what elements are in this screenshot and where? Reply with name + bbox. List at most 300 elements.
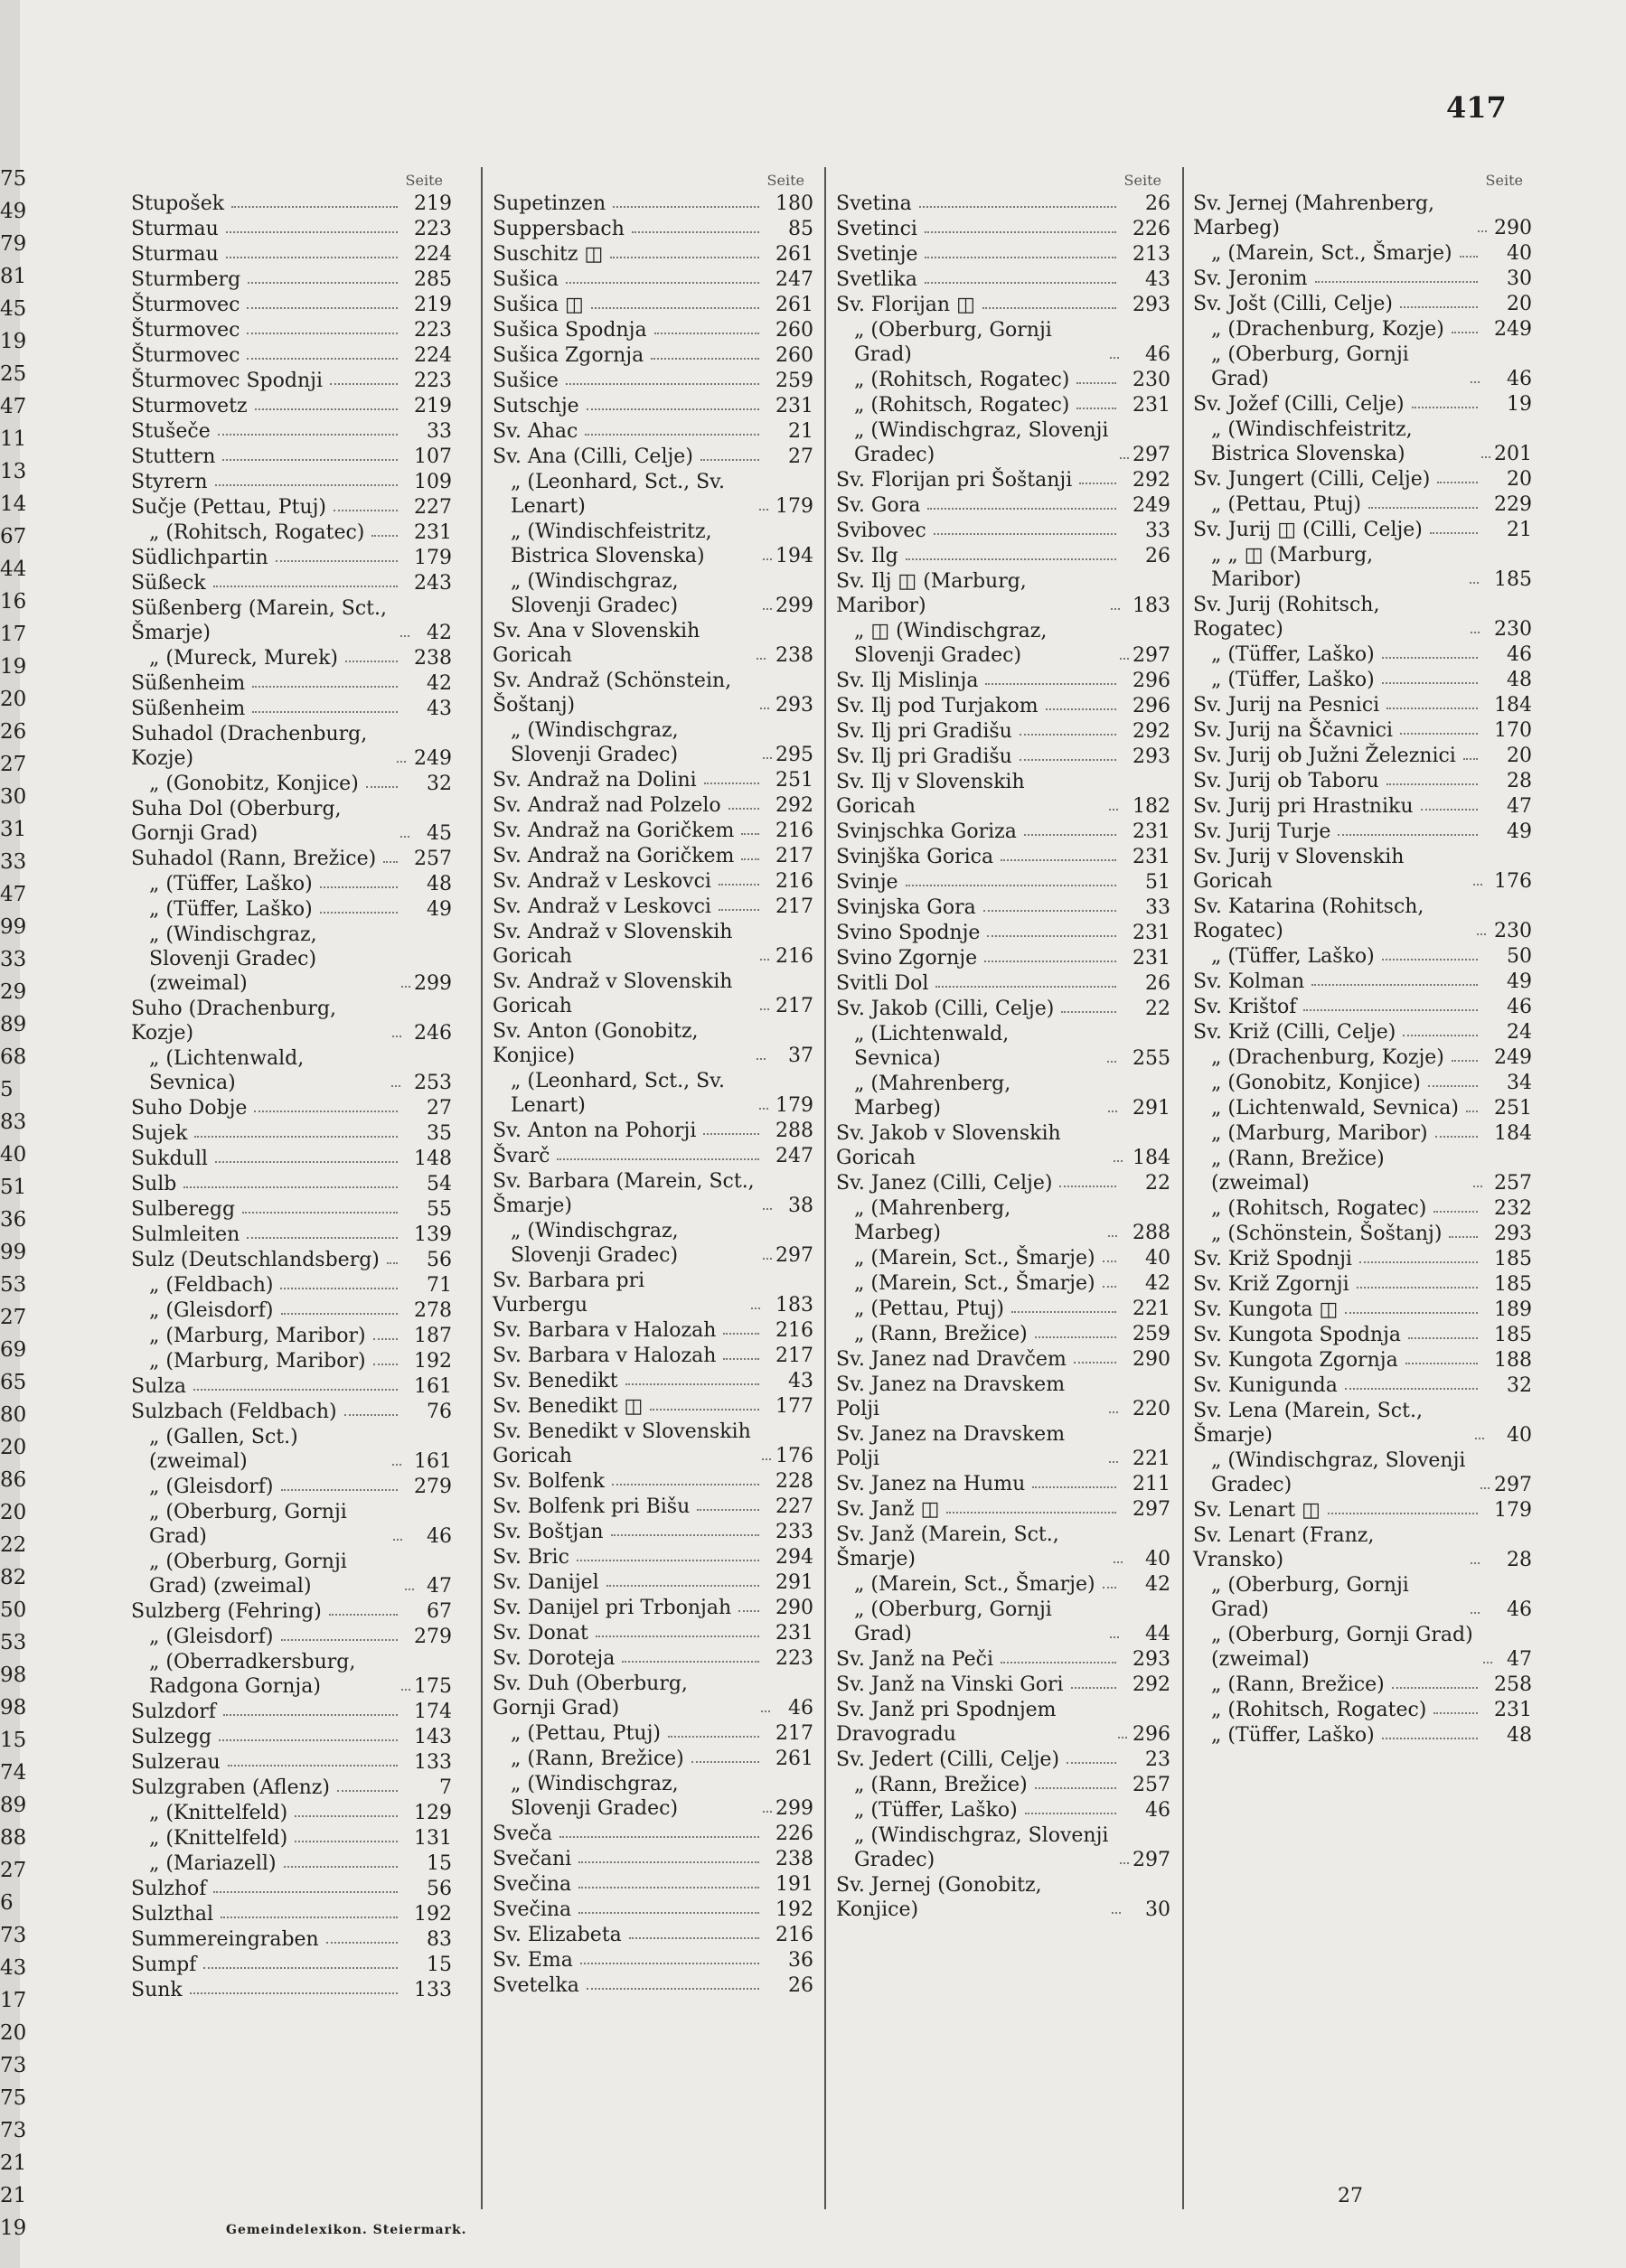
leader-dots [982, 307, 1116, 309]
index-entry [131, 318, 452, 342]
leader-dots [242, 1212, 398, 1214]
index-entry [131, 1877, 452, 1901]
index-entry [836, 669, 1170, 693]
entry-page: 56 [427, 1878, 452, 1900]
edge-number: 86 [0, 1468, 27, 1492]
leader-dots [190, 1992, 398, 1994]
entry-name: Sutschje [493, 395, 579, 417]
index-entry [836, 997, 1170, 1021]
leader-dots [221, 1917, 398, 1918]
index-entry [493, 1069, 813, 1118]
leader-dots [345, 661, 398, 662]
edge-number: 19 [0, 655, 27, 679]
entry-name: Suppersbach [493, 218, 625, 240]
index-entry [131, 847, 452, 871]
index-entry [131, 1223, 452, 1247]
entry-name: Svitli Dol [836, 972, 929, 995]
index-entry [1193, 794, 1532, 819]
entry-name: „ (Windischgraz, Slovenji Gradec) [511, 1773, 685, 1820]
index-entry [131, 394, 452, 418]
leader-dots [255, 408, 398, 410]
leader-dots [247, 358, 398, 360]
index-entry [1193, 292, 1532, 316]
index-column-1 [131, 172, 452, 2003]
leader-dots [1338, 834, 1478, 836]
leader-dots [1109, 809, 1118, 811]
index-entry [836, 1271, 1170, 1296]
entry-name: Sv. Ana v Slovenskih Goricah [493, 620, 707, 667]
edge-number: 68 [0, 1045, 27, 1069]
edge-number: 83 [0, 1111, 27, 1134]
entry-name: Sv. Ilj pri Gradišu [836, 745, 1012, 768]
entry-page: 30 [1507, 267, 1532, 290]
leader-dots [228, 1765, 398, 1767]
edge-number: 22 [0, 1533, 27, 1557]
entry-page: 288 [1133, 1222, 1170, 1244]
index-entry [836, 1171, 1170, 1195]
index-entry [131, 697, 452, 721]
entry-page: 229 [1494, 493, 1532, 516]
entry-page: 109 [414, 471, 452, 493]
index-entry [836, 895, 1170, 920]
leader-dots [1103, 1261, 1116, 1262]
edge-number: 15 [0, 1729, 27, 1752]
leader-dots [1071, 1687, 1116, 1689]
entry-page: 175 [414, 1675, 452, 1698]
leader-dots [1020, 734, 1116, 736]
index-entry [1193, 1323, 1532, 1347]
leader-dots [1345, 1388, 1478, 1390]
index-entry [493, 318, 813, 342]
entry-page: 170 [1494, 719, 1532, 742]
entry-page: 7 [439, 1776, 452, 1799]
entry-name: Suhadol (Drachenburg, Kozje) [131, 723, 374, 770]
leader-dots [334, 510, 398, 511]
entry-name: „ (Rohitsch, Rogatec) [854, 394, 1070, 417]
index-entry [131, 1400, 452, 1424]
entry-page: 292 [775, 794, 813, 817]
entry-page: 297 [1494, 1474, 1532, 1496]
entry-page: 49 [427, 898, 452, 921]
edge-number: 33 [0, 850, 27, 874]
entry-page: 46 [788, 1697, 813, 1720]
entry-page: 257 [1494, 1172, 1532, 1195]
leader-dots [985, 683, 1116, 685]
entry-name: Suha Dol (Oberburg, Gornji Grad) [131, 798, 348, 845]
entry-name: Sulzthal [131, 1903, 214, 1926]
leader-dots [281, 1639, 399, 1641]
entry-page: 216 [775, 945, 813, 968]
index-entry [1193, 1071, 1532, 1095]
index-entry [131, 1851, 452, 1876]
index-entry [1193, 267, 1532, 291]
entry-page: 35 [427, 1122, 452, 1145]
edge-number: 20 [0, 688, 27, 711]
edge-number: 99 [0, 915, 27, 939]
entry-name: Sv. Janez na Dravskem Polji [836, 1423, 1072, 1470]
index-entry [1193, 1222, 1532, 1246]
leader-dots [1109, 1461, 1118, 1463]
entry-name: „ (Windischfeistritz, Bistrica Slovenska) [511, 520, 719, 567]
entry-name: Sv. Jungert (Cilli, Celje) [1193, 468, 1431, 491]
entry-name: Sv. Jakob v Slovenskih Goricah [836, 1122, 1067, 1169]
entry-page: 15 [427, 1954, 452, 1976]
entry-name: „ (Oberradkersburg, Radgona Gornja) [149, 1651, 362, 1698]
leader-dots [1110, 1636, 1119, 1638]
index-column-2 [493, 172, 813, 1999]
entry-page: 51 [1145, 871, 1170, 894]
entry-page: 231 [1133, 922, 1170, 944]
entry-page: 257 [414, 848, 452, 870]
entry-name: Svečani [493, 1848, 572, 1870]
leader-dots [763, 608, 772, 610]
entry-page: 192 [414, 1903, 452, 1926]
leader-dots [1471, 632, 1480, 633]
index-entry [1193, 769, 1532, 793]
entry-name: Sv. Bolfenk pri Bišu [493, 1495, 691, 1518]
entry-page: 43 [788, 1370, 813, 1392]
entry-page: 299 [775, 1797, 813, 1820]
entry-page: 161 [414, 1450, 452, 1473]
leader-dots [578, 1887, 759, 1888]
leader-dots [654, 333, 759, 334]
index-entry [836, 1072, 1170, 1120]
index-entry [131, 1298, 452, 1323]
entry-name: Sušica Spodnja [493, 319, 647, 342]
entry-name: Stupošek [131, 192, 225, 215]
edge-number: 65 [0, 1371, 27, 1394]
entry-name: „ (Rann, Brežice) [854, 1323, 1028, 1345]
entry-page: 143 [414, 1726, 452, 1748]
entry-page: 299 [414, 972, 452, 995]
entry-page: 133 [414, 1751, 452, 1774]
entry-name: Sulb [131, 1173, 177, 1195]
edge-number: 98 [0, 1696, 27, 1720]
entry-page: 45 [427, 822, 452, 845]
index-entry [131, 495, 452, 520]
entry-name: „ (Drachenburg, Kozje) [1211, 318, 1444, 341]
leader-dots [1382, 682, 1478, 684]
entry-page: 231 [775, 395, 813, 417]
edge-number: 89 [0, 1013, 27, 1036]
leader-dots [1032, 1486, 1116, 1488]
entry-name: Sv. Barbara v Halozah [493, 1319, 717, 1342]
index-entry [1193, 642, 1532, 667]
entry-page: 38 [788, 1195, 813, 1217]
edge-number: 16 [0, 590, 27, 614]
entry-page: 184 [1494, 694, 1532, 717]
entry-name: Sv. Jurij Turje [1193, 820, 1331, 843]
leader-dots [613, 206, 759, 208]
entry-page: 33 [1145, 896, 1170, 919]
entry-page: 187 [414, 1325, 452, 1347]
leader-dots [383, 861, 398, 863]
edge-number: 69 [0, 1338, 27, 1362]
index-entry [1193, 1348, 1532, 1373]
entry-name: „ (Mariazell) [149, 1852, 277, 1875]
entry-page: 185 [1494, 568, 1532, 591]
leader-dots [700, 459, 759, 461]
entry-name: Sv. Anton (Gonobitz, Konjice) [493, 1020, 705, 1067]
entry-page: 247 [775, 1145, 813, 1167]
leader-dots [1114, 1561, 1123, 1563]
index-entry [1193, 192, 1532, 240]
index-entry [836, 519, 1170, 543]
leader-dots [612, 1484, 759, 1485]
leader-dots [226, 231, 398, 233]
entry-name: „ (Leonhard, Sct., Sv. Lenart) [511, 471, 731, 518]
entry-name: Sv. Jernej (Gonobitz, Konjice) [836, 1874, 1048, 1921]
index-entry [493, 419, 813, 444]
entry-name: „ (Windischgraz, Slovenji Gradec) (zweimal) [149, 923, 324, 995]
entry-name: „ (Windischgraz, Slovenji Gradec) [511, 1220, 685, 1267]
index-entry [131, 242, 452, 267]
edge-number: 81 [0, 265, 27, 288]
index-entry [493, 793, 813, 818]
entry-page: 293 [1494, 1223, 1532, 1245]
leader-dots [1345, 1312, 1478, 1314]
entry-name: Sv. Benedikt [493, 1370, 618, 1392]
leader-dots [281, 1313, 399, 1315]
entry-name: „ (Tüffer, Laško) [1211, 1724, 1375, 1747]
edge-number: 82 [0, 1566, 27, 1589]
entry-name: Svečina [493, 1873, 572, 1896]
entry-name: Sv. Benedikt v Slovenskih Goricah [493, 1420, 757, 1467]
entry-page: 177 [775, 1395, 813, 1418]
entry-name: Sv. Ema [493, 1949, 573, 1972]
edge-number: 27 [0, 1306, 27, 1329]
entry-page: 49 [1507, 820, 1532, 843]
entry-name: „ (Gleisdorf) [149, 1476, 274, 1498]
index-entry [1193, 1020, 1532, 1045]
leader-dots [1382, 959, 1478, 961]
index-entry [131, 1750, 452, 1775]
entry-name: Sv. Barbara pri Vurbergu [493, 1270, 652, 1317]
index-entry [836, 1373, 1170, 1421]
entry-name: „ (Rann, Brežice) [1211, 1673, 1385, 1696]
entry-page: 230 [1133, 369, 1170, 391]
leader-dots [280, 1288, 398, 1289]
index-entry [493, 1019, 813, 1068]
index-entry [1193, 317, 1532, 342]
entry-page: 217 [775, 1345, 813, 1367]
index-entry [836, 1322, 1170, 1346]
entry-page: 26 [1145, 545, 1170, 567]
entry-page: 37 [788, 1045, 813, 1067]
leader-dots [373, 1364, 398, 1365]
entry-name: Sv. Andraž na Dolini [493, 769, 697, 792]
entry-page: 27 [427, 1097, 452, 1120]
index-entry [131, 1700, 452, 1724]
entry-page: 232 [1494, 1197, 1532, 1220]
entry-name: Sv. Danijel pri Trbonjah [493, 1597, 732, 1619]
entry-name: „ (Tüffer, Laško) [854, 1799, 1018, 1822]
edge-number: 5 [0, 1078, 14, 1101]
leader-dots [183, 1186, 398, 1188]
entry-name: Süßeck [131, 572, 206, 595]
entry-name: „ (Tüffer, Laško) [1211, 643, 1375, 666]
entry-name: Svetina [836, 192, 912, 215]
leader-dots [946, 1512, 1116, 1514]
entry-page: 223 [414, 218, 452, 240]
entry-name: Sušice [493, 370, 559, 392]
entry-name: „ (Rann, Brežice) (zweimal) [1211, 1148, 1391, 1195]
entry-name: Sulzegg [131, 1726, 212, 1748]
leader-dots [344, 1414, 398, 1416]
leader-dots [1114, 1160, 1123, 1162]
entry-name: Sv. Ilj Mislinja [836, 670, 979, 692]
entry-name: Sulzberg (Fehring) [131, 1600, 322, 1623]
entry-page: 260 [775, 319, 813, 342]
edge-number: 45 [0, 297, 27, 321]
leader-dots [392, 1464, 401, 1466]
index-entry [131, 192, 452, 216]
entry-page: 26 [1145, 972, 1170, 995]
entry-name: Svetelka [493, 1974, 579, 1997]
leader-dots [763, 1258, 772, 1260]
leader-dots [668, 1736, 759, 1738]
entry-page: 179 [775, 495, 813, 518]
leader-dots [1480, 1487, 1490, 1489]
entry-name: „ (Oberburg, Gornji Grad) [149, 1501, 353, 1548]
index-entry [131, 1978, 452, 2002]
entry-page: 249 [1133, 494, 1170, 517]
entry-name: Sv. Donat [493, 1622, 588, 1645]
leader-dots [252, 686, 398, 688]
leader-dots [596, 1635, 759, 1637]
entry-page: 56 [427, 1249, 452, 1271]
index-entry [131, 1902, 452, 1926]
index-entry [131, 1273, 452, 1298]
edge-number: 25 [0, 362, 27, 386]
index-entry [1193, 668, 1532, 692]
leader-dots [587, 1988, 759, 1990]
entry-page: 40 [1507, 1424, 1532, 1447]
leader-dots [1108, 1111, 1117, 1112]
entry-name: Sv. Križ Zgornji [1193, 1273, 1349, 1296]
entry-name: „ (Mahrenberg, Marbeg) [854, 1197, 1018, 1244]
entry-name: Sv. Kungota ◫ [1193, 1298, 1339, 1321]
entry-name: „ „ ◫ (Marburg, Maribor) [1211, 544, 1380, 591]
index-entry [493, 1570, 813, 1595]
leader-dots [231, 206, 398, 208]
edge-number: 29 [0, 980, 27, 1004]
index-entry [131, 1826, 452, 1851]
entry-name: Sujek [131, 1122, 188, 1145]
index-entry [1193, 944, 1532, 969]
entry-name: Sv. Andraž (Schönstein, Šoštanj) [493, 670, 738, 717]
entry-name: „ (Knittelfeld) [149, 1827, 288, 1850]
leader-dots [919, 206, 1116, 208]
index-entry [493, 1219, 813, 1268]
entry-page: 46 [427, 1525, 452, 1548]
column-header: Seite [766, 172, 804, 189]
index-entry [493, 1495, 813, 1519]
entry-page: 36 [788, 1949, 813, 1972]
entry-name: Stušeče [131, 420, 211, 443]
entry-name: „ (Knittelfeld) [149, 1802, 288, 1824]
index-entry [131, 1324, 452, 1348]
entry-name: Svino Spodnje [836, 922, 981, 944]
entry-name: „ (Drachenburg, Kozje) [1211, 1046, 1444, 1069]
entry-page: 293 [1133, 745, 1170, 768]
entry-name: Sv. Jurij na Pesnici [1193, 694, 1380, 717]
leader-dots [1067, 1762, 1116, 1764]
index-entry [836, 971, 1170, 996]
entry-name: Sv. Križ (Cilli, Celje) [1193, 1021, 1396, 1044]
index-entry [1193, 995, 1532, 1019]
leader-dots [1386, 708, 1478, 709]
leader-dots [1103, 1286, 1116, 1288]
index-entry [493, 718, 813, 767]
leader-dots [578, 1912, 759, 1914]
entry-name: Sv. Boštjan [493, 1521, 604, 1543]
entry-name: „ (Rann, Brežice) [511, 1748, 684, 1770]
leader-dots [906, 558, 1116, 560]
leader-dots [759, 1108, 768, 1110]
entry-name: Sv. Andraž v Leskovci [493, 895, 711, 918]
entry-page: 251 [1494, 1097, 1532, 1120]
entry-name: Sv. Doroteja [493, 1647, 616, 1670]
entry-name: Sturmberg [131, 268, 241, 291]
entry-name: Sulz (Deutschlandsberg) [131, 1249, 380, 1271]
entry-page: 34 [1507, 1072, 1532, 1094]
entry-name: „ (Feldbach) [149, 1274, 274, 1297]
entry-page: 297 [1133, 1849, 1170, 1871]
entry-page: 192 [414, 1350, 452, 1373]
page-footer: Gemeindelexikon. Steiermark. [226, 2223, 467, 2237]
leader-dots [763, 1208, 772, 1210]
index-entry [1193, 1523, 1532, 1572]
entry-name: „ (Lichtenwald, Sevnica) [149, 1047, 311, 1094]
entry-page: 299 [775, 595, 813, 617]
entry-page: 293 [1133, 1648, 1170, 1671]
entry-page: 184 [1133, 1147, 1170, 1169]
entry-name: „ ◫ (Windischgraz, Slovenji Gradec) [854, 620, 1054, 667]
index-entry [493, 445, 813, 469]
leader-dots [247, 333, 398, 334]
entry-name: „ (Windischgraz, Slovenji Gradec) [1211, 1449, 1472, 1496]
entry-name: Sturmovetz [131, 395, 248, 417]
index-entry [493, 1545, 813, 1570]
index-entry [493, 1948, 813, 1973]
index-entry [493, 369, 813, 393]
leader-dots [366, 786, 398, 788]
entry-page: 291 [775, 1571, 813, 1594]
entry-page: 293 [775, 694, 813, 717]
entry-page: 251 [775, 769, 813, 792]
entry-name: Sv. Andraž nad Polzelo [493, 794, 721, 817]
index-entry [836, 1598, 1170, 1646]
leader-dots [1403, 1035, 1478, 1036]
index-entry [131, 1550, 452, 1598]
index-entry [131, 1953, 452, 1977]
entry-page: 249 [1494, 1046, 1532, 1069]
index-entry [836, 1121, 1170, 1170]
entry-page: 227 [775, 1495, 813, 1518]
leader-dots [1001, 1662, 1116, 1664]
entry-page: 85 [788, 218, 813, 240]
leader-dots [1408, 1337, 1478, 1339]
entry-page: 21 [788, 420, 813, 443]
entry-name: „ (Tüffer, Laško) [1211, 945, 1375, 968]
index-entry [131, 1046, 452, 1095]
entry-page: 295 [775, 744, 813, 766]
entry-page: 217 [775, 995, 813, 1017]
index-entry [1193, 1272, 1532, 1297]
index-entry [131, 1927, 452, 1952]
entry-page: 27 [788, 445, 813, 468]
